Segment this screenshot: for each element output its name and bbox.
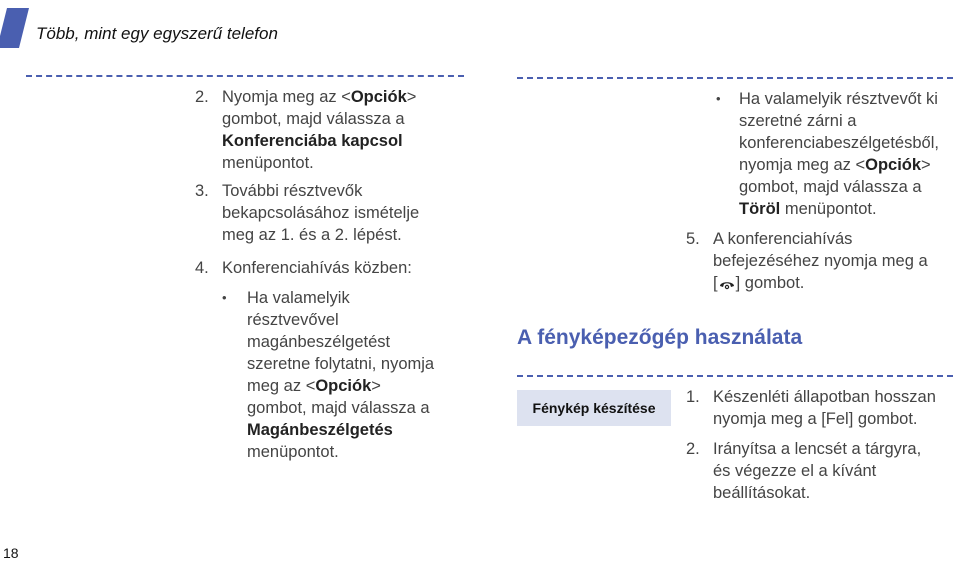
step-number: 3. bbox=[195, 182, 209, 200]
step-text-line: Irányítsa a lencsét a tárgyra, bbox=[713, 440, 922, 458]
step-text-line: bekapcsolásához ismételje bbox=[222, 204, 420, 222]
bullet-text-line: Töröl menüpontot. bbox=[739, 200, 877, 218]
step-number: 2. bbox=[686, 440, 700, 458]
page-number: 18 bbox=[3, 545, 19, 561]
left-step-4 bbox=[195, 257, 465, 463]
step-text-line: beállításokat. bbox=[713, 484, 811, 502]
menu-option-torol: Töröl bbox=[739, 200, 781, 218]
step-number: 4. bbox=[195, 259, 209, 277]
bullet-text-line: magánbeszélgetést bbox=[247, 333, 391, 351]
left-step-3 bbox=[195, 180, 465, 246]
step-text-line: Nyomja meg az <Opciók> bbox=[222, 88, 417, 106]
bullet-mark: • bbox=[716, 91, 721, 106]
step-text-line: Konferenciahívás közben: bbox=[222, 259, 412, 277]
bullet-mark: • bbox=[222, 290, 227, 305]
menu-option-maganbeszelgetes: Magánbeszélgetés bbox=[247, 421, 393, 439]
end-call-key-icon bbox=[718, 275, 736, 289]
section-title: A fényképezőgép használata bbox=[517, 326, 803, 349]
side-label: Fénykép készítése bbox=[517, 390, 671, 426]
step-text-line: További résztvevők bbox=[222, 182, 363, 200]
bullet-text-line: szeretne folytatni, nyomja bbox=[247, 355, 435, 373]
bullet-text-line: gombot, majd válassza a bbox=[739, 178, 922, 196]
bullet-text-line: résztvevővel bbox=[247, 311, 339, 329]
step-number: 1. bbox=[686, 388, 700, 406]
step-number: 5. bbox=[686, 230, 700, 248]
bullet-text-line: Ha valamelyik bbox=[247, 289, 350, 307]
bullet-text-line: nyomja meg az <Opciók> bbox=[739, 156, 931, 174]
bullet-text-line: konferenciabeszélgetésből, bbox=[739, 134, 939, 152]
right-step-1 bbox=[686, 386, 958, 430]
step-text-line: menüpontot. bbox=[222, 154, 314, 172]
step-text-line: A konferenciahívás bbox=[713, 230, 853, 248]
right-step-2 bbox=[686, 438, 958, 504]
bullet-text-line: Ha valamelyik résztvevőt ki bbox=[739, 90, 938, 108]
step-text-line: [ ] gombot. bbox=[713, 274, 805, 292]
step-text-line: gombot, majd válassza a bbox=[222, 110, 405, 128]
left-step-2 bbox=[195, 86, 465, 174]
header-accent-bar bbox=[0, 8, 29, 48]
right-bullet bbox=[716, 88, 960, 220]
step-text-line: meg az 1. és a 2. lépést. bbox=[222, 226, 402, 244]
step-text-line: Készenléti állapotban hosszan bbox=[713, 388, 936, 406]
menu-option-konferenciaba-kapcsol: Konferenciába kapcsol bbox=[222, 132, 403, 150]
right-step-5 bbox=[686, 228, 958, 294]
section-divider bbox=[517, 375, 953, 377]
bullet-text-line: meg az <Opciók> bbox=[247, 377, 381, 395]
step-text-line: nyomja meg a [Fel] gombot. bbox=[713, 410, 918, 428]
step-text-line: befejezéséhez nyomja meg a bbox=[713, 252, 928, 270]
left-column-divider bbox=[26, 75, 464, 77]
step-number: 2. bbox=[195, 88, 209, 106]
page-header-title: Több, mint egy egyszerű telefon bbox=[36, 24, 278, 43]
right-column-divider bbox=[517, 77, 953, 79]
bullet-text-line: szeretné zárni a bbox=[739, 112, 857, 130]
bullet-text-line: menüpontot. bbox=[247, 443, 339, 461]
step-text-line: és végezze el a kívánt bbox=[713, 462, 877, 480]
bullet-text-line: gombot, majd válassza a bbox=[247, 399, 430, 417]
